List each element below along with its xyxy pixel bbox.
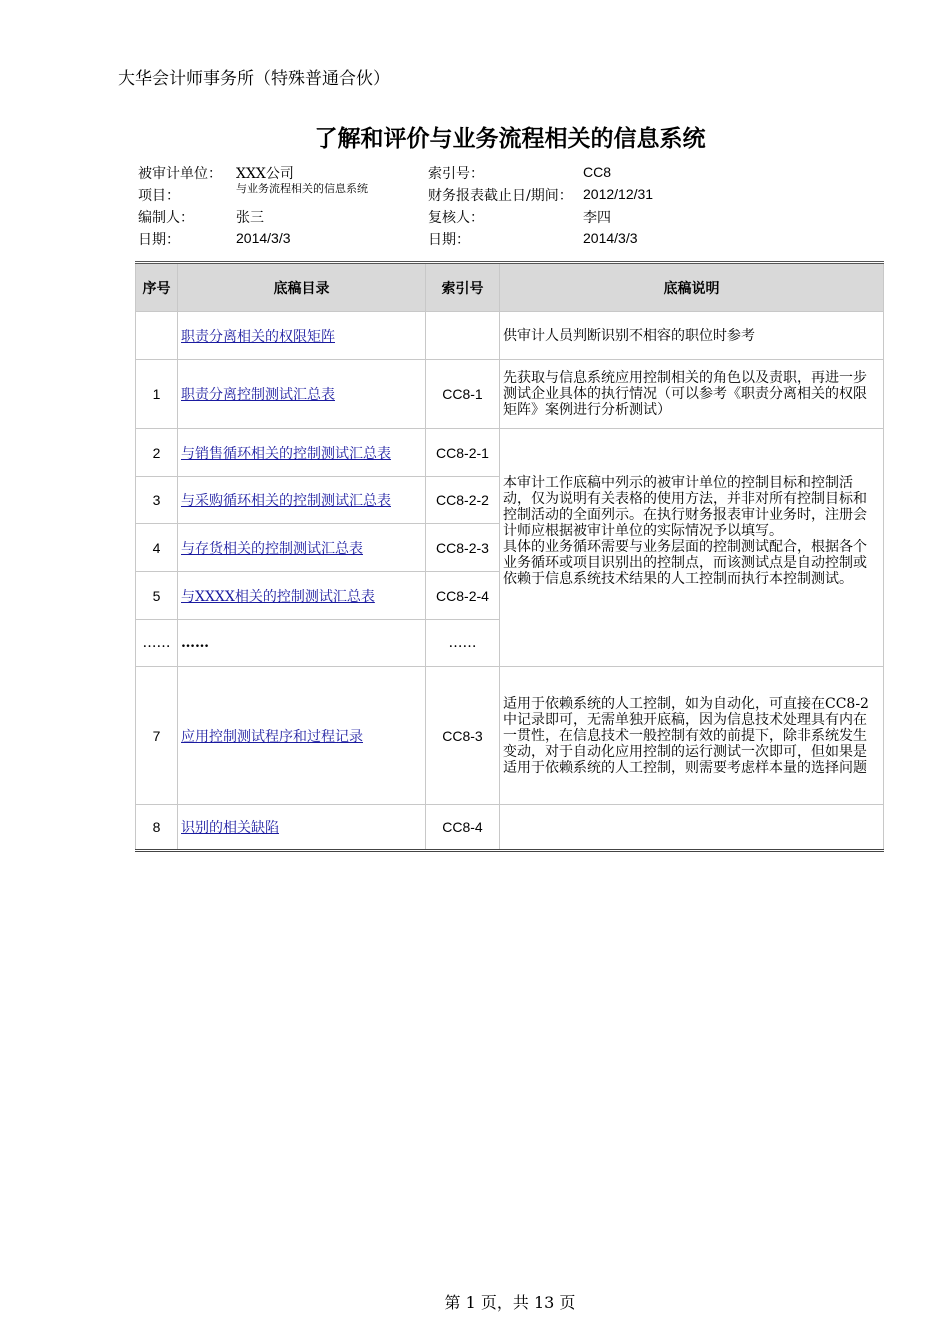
preparer-label: 编制人： (138, 210, 194, 226)
header-catalog: 底稿目录 (178, 263, 426, 312)
catalog-link[interactable]: 与存货相关的控制测试汇总表 (181, 540, 363, 557)
table-row (136, 360, 884, 429)
row-desc (500, 805, 884, 851)
firm-name: 大华会计师事务所（特殊普通合伙） (118, 69, 390, 89)
row-index: CC8-1 (426, 360, 500, 429)
reviewer-value: 李四 (583, 210, 611, 226)
client-label: 被审计单位： (138, 166, 222, 182)
row-no: 2 (136, 429, 178, 477)
row-index: CC8-2-2 (426, 477, 500, 524)
row-no: 5 (136, 572, 178, 620)
row-catalog (178, 805, 426, 851)
row-catalog (178, 667, 426, 805)
row-no: 8 (136, 805, 178, 851)
row-no: 7 (136, 667, 178, 805)
row-catalog (178, 312, 426, 360)
catalog-link[interactable]: 识别的相关缺陷 (181, 820, 279, 836)
row-index (426, 312, 500, 360)
preparer-value: 张三 (236, 210, 264, 226)
date-value: 2014/3/3 (236, 230, 291, 246)
index-label: 索引号： (428, 166, 484, 182)
row-index: CC8-4 (426, 805, 500, 851)
row-catalog (178, 477, 426, 524)
row-no (136, 312, 178, 360)
row-catalog (178, 572, 426, 620)
project-label: 项目： (138, 188, 180, 204)
row-desc: 供审计人员判断识别不相容的职位时参考 (500, 312, 884, 360)
merged-desc: 本审计工作底稿中列示的被审计单位的控制目标和控制活动，仅为说明有关表格的使用方法，并非对所有控制目标和控制活动的全面列示。在执行财务报表审计业务时，注册会计师应根据被审计单位的实际情况予以填写。 具体的业务循环需要与业务层面的控制测试配合，根据各个业务循环或项目识别出的控制点，而该测试点是自动控制或依赖于信息系统技术结果的人工控制而执行本控制测试。 (500, 429, 884, 667)
period-label: 财务报表截止日/期间： (428, 188, 573, 204)
row-index: CC8-2-4 (426, 572, 500, 620)
row-no: 1 (136, 360, 178, 429)
page-title: 了解和评价与业务流程相关的信息系统 (314, 126, 706, 152)
date-label: 日期： (138, 232, 180, 248)
table-row (136, 667, 884, 805)
project-value: 与业务流程相关的信息系统 (236, 183, 368, 195)
row-index: …… (426, 620, 500, 667)
table-row (136, 429, 884, 477)
table-row (136, 805, 884, 851)
review-date-label: 日期： (428, 232, 470, 248)
index-value: CC8 (583, 164, 612, 180)
header-index: 索引号 (426, 263, 500, 312)
row-desc: 先获取与信息系统应用控制相关的角色以及责职，再进一步测试企业具体的执行情况（可以参考《职责分离相关的权限矩阵》案例进行分析测试） (500, 360, 884, 429)
catalog-link[interactable]: 应用控制测试程序和过程记录 (181, 728, 363, 745)
row-index: CC8-2-1 (426, 429, 500, 477)
catalog-link[interactable]: 与XXXX相关的控制测试汇总表 (181, 588, 375, 605)
row-no: 4 (136, 524, 178, 572)
catalog-link[interactable]: 与采购循环相关的控制测试汇总表 (181, 493, 391, 509)
row-catalog (178, 360, 426, 429)
header-no: 序号 (136, 263, 178, 312)
table-row (136, 312, 884, 360)
header-desc: 底稿说明 (500, 263, 884, 312)
row-no: 3 (136, 477, 178, 524)
row-catalog (178, 524, 426, 572)
row-index: CC8-3 (426, 667, 500, 805)
workpaper-table (135, 261, 884, 852)
catalog-link[interactable]: 与销售循环相关的控制测试汇总表 (181, 445, 391, 462)
page-footer: 第 1 页，共 13 页 (444, 1293, 576, 1312)
reviewer-label: 复核人： (428, 210, 484, 226)
row-catalog (178, 429, 426, 477)
review-date-value: 2014/3/3 (583, 230, 638, 246)
catalog-link[interactable]: 职责分离控制测试汇总表 (181, 387, 335, 403)
row-catalog: …… (178, 620, 426, 667)
client-value: XXX公司 (236, 166, 294, 182)
row-no: …… (136, 620, 178, 667)
table-header-row (136, 263, 884, 312)
row-index: CC8-2-3 (426, 524, 500, 572)
period-value: 2012/12/31 (583, 186, 654, 202)
catalog-link[interactable]: 职责分离相关的权限矩阵 (181, 328, 335, 345)
row-desc: 适用于依赖系统的人工控制，如为自动化，可直接在CC8-2中记录即可，无需单独开底稿，因为信息技术处理具有内在一贯性，在信息技术一般控制有效的前提下，除非系统发生变动，对于自动化应用控制的运行测试一次即可，但如果是适用于依赖系统的人工控制，则需要考虑样本量的选择问题 (500, 667, 884, 805)
